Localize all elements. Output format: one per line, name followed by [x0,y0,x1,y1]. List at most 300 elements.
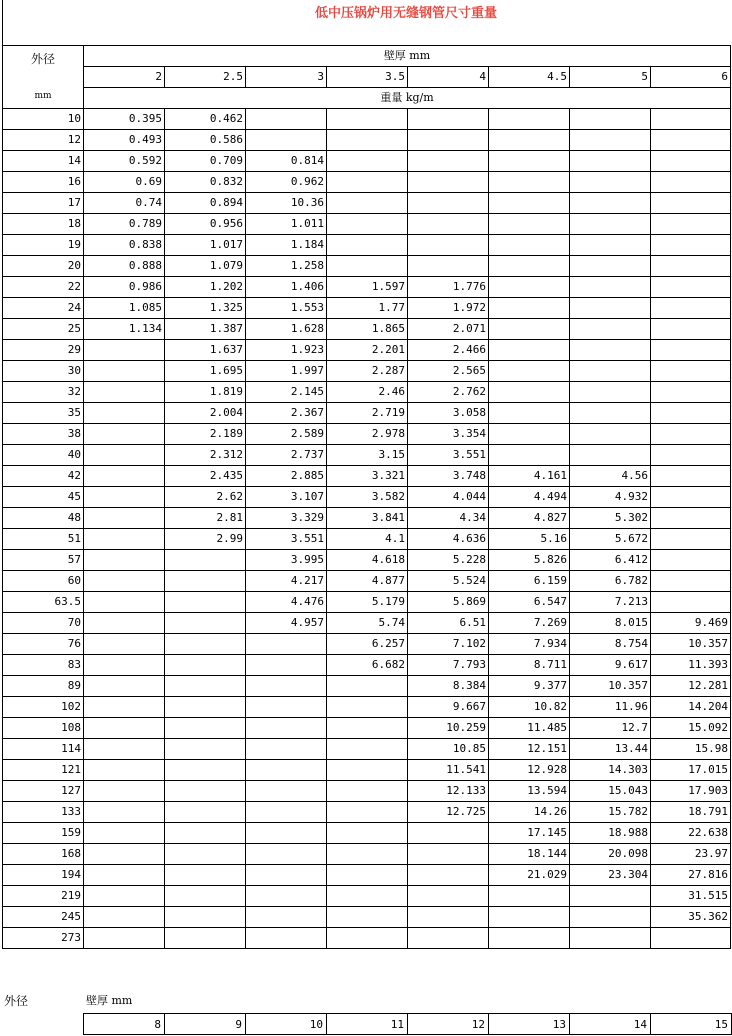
outer-diameter-cell: 12 [3,130,84,151]
outer-diameter-cell: 22 [3,277,84,298]
weight-cell: 4.494 [489,487,570,508]
header-row-wall [3,46,731,67]
table-row [3,424,731,445]
weight-cell: 1.011 [246,214,327,235]
weight-cell: 0.838 [84,235,165,256]
weight-cell: 17.903 [651,781,731,802]
weight-cell [327,928,408,949]
table-row [3,802,731,823]
weight-cell [165,655,246,676]
outer-diameter-cell: 127 [3,781,84,802]
weight-cell [489,130,570,151]
weight-cell: 18.988 [570,823,651,844]
weight-cell [570,256,651,277]
outer-diameter-cell: 168 [3,844,84,865]
outer-diameter-cell: 63.5 [3,592,84,613]
weight-cell [84,634,165,655]
weight-cell: 4.476 [246,592,327,613]
weight-cell: 1.865 [327,319,408,340]
weight-cell: 5.672 [570,529,651,550]
weight-cell: 3.748 [408,466,489,487]
weight-cell [84,361,165,382]
weight-cell: 0.592 [84,151,165,172]
weight-cell: 20.098 [570,844,651,865]
weight-cell: 0.586 [165,130,246,151]
weight-cell: 2.435 [165,466,246,487]
weight-cell [570,319,651,340]
weight-cell [408,844,489,865]
weight-cell: 6.547 [489,592,570,613]
outer-diameter-cell: 30 [3,361,84,382]
weight-cell [327,214,408,235]
weight-cell: 13.594 [489,781,570,802]
weight-cell [408,109,489,130]
weight-cell: 4.636 [408,529,489,550]
weight-cell [327,760,408,781]
weight-cell: 1.134 [84,319,165,340]
weight-cell: 2.565 [408,361,489,382]
weight-cell [570,424,651,445]
weight-cell: 2.62 [165,487,246,508]
weight-cell [84,676,165,697]
table-row [3,445,731,466]
weight-cell: 9.667 [408,697,489,718]
weight-cell [165,718,246,739]
footer-wall-size-cell: 13 [489,1014,570,1035]
weight-cell [246,634,327,655]
weight-cell [327,865,408,886]
weight-cell [327,739,408,760]
weight-cell: 12.928 [489,760,570,781]
outer-diameter-cell: 29 [3,340,84,361]
weight-cell [84,886,165,907]
weight-cell [651,319,731,340]
weight-cell: 15.782 [570,802,651,823]
weight-cell: 10.357 [651,634,731,655]
weight-cell: 3.15 [327,445,408,466]
weight-cell [246,130,327,151]
weight-cell [570,235,651,256]
weight-cell: 14.204 [651,697,731,718]
weight-cell: 3.995 [246,550,327,571]
weight-cell [246,676,327,697]
weight-cell: 2.885 [246,466,327,487]
table-row [3,403,731,424]
weight-cell [651,403,731,424]
weight-cell [489,907,570,928]
weight-cell: 0.74 [84,193,165,214]
weight-cell: 4.618 [327,550,408,571]
wall-size-header-cell: 2.5 [165,67,246,88]
outer-diameter-cell: 60 [3,571,84,592]
weight-cell [165,697,246,718]
weight-cell [84,928,165,949]
outer-diameter-cell: 10 [3,109,84,130]
weight-cell [489,214,570,235]
table-row [3,529,731,550]
weight-cell: 2.762 [408,382,489,403]
weight-cell: 18.791 [651,802,731,823]
outer-diameter-cell: 48 [3,508,84,529]
weight-cell: 12.281 [651,676,731,697]
weight-cell: 1.972 [408,298,489,319]
weight-cell: 4.957 [246,613,327,634]
weight-cell [165,634,246,655]
weight-cell: 17.015 [651,760,731,781]
wall-size-header-cell: 5 [570,67,651,88]
weight-cell [165,865,246,886]
outer-diameter-cell: 219 [3,886,84,907]
weight-cell: 15.98 [651,739,731,760]
weight-cell [651,340,731,361]
wall-thickness-header: 壁厚 mm [84,46,731,67]
weight-cell: 11.393 [651,655,731,676]
outer-diameter-cell: 38 [3,424,84,445]
weight-cell: 4.044 [408,487,489,508]
footer-wall-size-cell: 11 [327,1014,408,1035]
weight-cell [165,928,246,949]
weight-cell: 6.159 [489,571,570,592]
weight-cell [408,130,489,151]
weight-cell [570,886,651,907]
outer-diameter-cell: 245 [3,907,84,928]
outer-diameter-cell: 89 [3,676,84,697]
weight-cell [165,760,246,781]
weight-cell: 4.932 [570,487,651,508]
weight-cell: 1.923 [246,340,327,361]
table-row [3,739,731,760]
weight-cell [651,193,731,214]
weight-cell: 3.551 [408,445,489,466]
header-row-wall-sizes [3,67,731,88]
weight-cell [327,193,408,214]
weight-cell: 1.695 [165,361,246,382]
weight-cell [84,718,165,739]
weight-cell [327,907,408,928]
weight-cell [651,508,731,529]
weight-cell [651,571,731,592]
weight-cell [165,739,246,760]
weight-cell [246,697,327,718]
weight-cell [327,718,408,739]
weight-cell [327,781,408,802]
weight-cell: 5.302 [570,508,651,529]
table-row [3,571,731,592]
weight-cell [84,823,165,844]
weight-cell: 7.102 [408,634,489,655]
outer-diameter-cell: 42 [3,466,84,487]
outer-diameter-cell: 273 [3,928,84,949]
weight-cell [246,781,327,802]
outer-diameter-cell: 14 [3,151,84,172]
footer-wall-label: 壁厚 mm [86,994,133,1007]
weight-cell [327,235,408,256]
weight-cell: 8.384 [408,676,489,697]
weight-cell: 4.1 [327,529,408,550]
weight-cell [408,865,489,886]
footer-wall-size-cell: 12 [408,1014,489,1035]
table-row [3,655,731,676]
weight-cell [327,676,408,697]
weight-cell [84,487,165,508]
weight-cell: 1.387 [165,319,246,340]
weight-cell: 2.719 [327,403,408,424]
weight-cell: 0.888 [84,256,165,277]
weight-cell [489,361,570,382]
weight-cell: 1.202 [165,277,246,298]
weight-cell: 9.377 [489,676,570,697]
weight-cell: 0.69 [84,172,165,193]
weight-cell: 0.709 [165,151,246,172]
weight-cell [84,340,165,361]
weight-cell [651,466,731,487]
weight-cell [570,172,651,193]
weight-cell: 23.97 [651,844,731,865]
weight-cell: 5.16 [489,529,570,550]
weight-cell: 6.782 [570,571,651,592]
weight-cell: 7.213 [570,592,651,613]
outer-diameter-cell: 133 [3,802,84,823]
table-row [3,214,731,235]
footer-wall-size-cell: 14 [570,1014,651,1035]
weight-cell: 4.827 [489,508,570,529]
weight-cell: 6.51 [408,613,489,634]
weight-cell: 0.956 [165,214,246,235]
weight-cell [84,907,165,928]
weight-cell: 1.184 [246,235,327,256]
footer-wall-size-cell: 10 [246,1014,327,1035]
weight-cell [651,361,731,382]
weight-cell [327,802,408,823]
weight-cell: 2.145 [246,382,327,403]
weight-cell [570,109,651,130]
weight-cell [84,844,165,865]
weight-cell: 1.597 [327,277,408,298]
table-row [3,235,731,256]
weight-cell [165,886,246,907]
weight-cell [651,928,731,949]
table-row [3,277,731,298]
weight-cell [489,277,570,298]
weight-header: 重量 kg/m [84,88,731,109]
weight-cell [651,256,731,277]
weight-cell [489,172,570,193]
table-row [3,760,731,781]
table-row [3,466,731,487]
weight-cell [651,487,731,508]
weight-cell [327,109,408,130]
table-row [3,718,731,739]
weight-cell [408,151,489,172]
table-row [3,907,731,928]
weight-cell [489,340,570,361]
table-row [3,172,731,193]
weight-cell [489,403,570,424]
weight-cell [408,907,489,928]
weight-cell [489,886,570,907]
weight-cell [408,823,489,844]
weight-cell [84,466,165,487]
weight-cell [84,655,165,676]
weight-cell [327,172,408,193]
weight-cell [570,130,651,151]
table-row [3,151,731,172]
weight-cell: 5.524 [408,571,489,592]
weight-cell: 1.553 [246,298,327,319]
weight-cell: 0.814 [246,151,327,172]
weight-cell: 2.004 [165,403,246,424]
table-row [3,865,731,886]
weight-cell: 10.259 [408,718,489,739]
weight-cell: 14.26 [489,802,570,823]
weight-cell: 4.877 [327,571,408,592]
weight-cell [570,403,651,424]
weight-cell: 0.832 [165,172,246,193]
weight-cell: 1.776 [408,277,489,298]
weight-cell [165,571,246,592]
weight-cell [408,214,489,235]
weight-cell [651,109,731,130]
weight-cell: 8.015 [570,613,651,634]
weight-cell: 1.017 [165,235,246,256]
weight-cell [246,928,327,949]
weight-cell: 1.637 [165,340,246,361]
weight-cell [84,865,165,886]
weight-cell: 15.043 [570,781,651,802]
weight-cell: 13.44 [570,739,651,760]
weight-cell [84,802,165,823]
weight-cell [489,256,570,277]
weight-cell: 23.304 [570,865,651,886]
weight-cell [651,529,731,550]
weight-cell [489,928,570,949]
weight-cell: 2.287 [327,361,408,382]
outer-diameter-cell: 108 [3,718,84,739]
weight-cell [84,697,165,718]
header-row-weight [3,88,731,109]
weight-cell: 5.869 [408,592,489,613]
footer-wall-size-row [83,1013,732,1035]
weight-cell: 11.485 [489,718,570,739]
weight-cell: 2.466 [408,340,489,361]
table-row [3,823,731,844]
weight-cell [408,928,489,949]
weight-cell [84,529,165,550]
weight-cell: 2.81 [165,508,246,529]
weight-cell: 3.841 [327,508,408,529]
table-row [3,319,731,340]
weight-cell [165,907,246,928]
weight-cell: 12.725 [408,802,489,823]
footer-wall-sizes [84,1014,732,1035]
weight-cell [84,592,165,613]
weight-cell [84,760,165,781]
weight-cell: 7.934 [489,634,570,655]
weight-cell [84,508,165,529]
weight-cell [327,844,408,865]
weight-cell: 5.228 [408,550,489,571]
weight-cell: 3.329 [246,508,327,529]
weight-cell [570,193,651,214]
table-row [3,487,731,508]
weight-cell [408,193,489,214]
weight-cell: 5.74 [327,613,408,634]
weight-cell: 1.997 [246,361,327,382]
table-row [3,130,731,151]
weight-cell [408,886,489,907]
weight-cell [246,844,327,865]
outer-diameter-cell: 45 [3,487,84,508]
weight-cell: 3.058 [408,403,489,424]
weight-cell: 12.151 [489,739,570,760]
weight-cell [84,571,165,592]
weight-cell: 31.515 [651,886,731,907]
weight-cell: 0.395 [84,109,165,130]
weight-cell [246,886,327,907]
outer-diameter-cell: 19 [3,235,84,256]
weight-cell [570,382,651,403]
weight-cell: 1.628 [246,319,327,340]
pipe-weight-table [2,45,731,949]
weight-cell [246,865,327,886]
outer-diameter-cell: 83 [3,655,84,676]
weight-cell: 10.85 [408,739,489,760]
weight-cell [570,298,651,319]
weight-cell [489,235,570,256]
outer-diameter-cell: 35 [3,403,84,424]
weight-cell: 2.978 [327,424,408,445]
weight-cell [84,424,165,445]
weight-cell [570,445,651,466]
weight-cell [570,907,651,928]
weight-cell [570,151,651,172]
weight-cell: 2.189 [165,424,246,445]
outer-diameter-cell: 20 [3,256,84,277]
weight-cell [570,214,651,235]
weight-cell [651,382,731,403]
weight-cell [165,676,246,697]
weight-cell [246,655,327,676]
table-row [3,781,731,802]
weight-cell [651,445,731,466]
outer-diameter-cell: 76 [3,634,84,655]
weight-cell [84,445,165,466]
weight-cell: 12.7 [570,718,651,739]
table-row [3,592,731,613]
weight-cell [84,739,165,760]
weight-cell [165,613,246,634]
weight-cell [489,298,570,319]
weight-cell [84,403,165,424]
weight-cell: 0.962 [246,172,327,193]
weight-cell: 6.257 [327,634,408,655]
weight-cell [327,130,408,151]
table-row [3,109,731,130]
outer-diameter-cell: 25 [3,319,84,340]
weight-cell: 3.321 [327,466,408,487]
weight-cell [489,319,570,340]
weight-cell: 7.269 [489,613,570,634]
weight-cell [489,424,570,445]
wall-size-header-cell: 6 [651,67,731,88]
weight-cell [327,151,408,172]
weight-cell: 10.36 [246,193,327,214]
weight-cell: 2.46 [327,382,408,403]
weight-cell [327,823,408,844]
weight-cell [84,550,165,571]
outer-diameter-cell: 16 [3,172,84,193]
outer-diameter-cell: 121 [3,760,84,781]
